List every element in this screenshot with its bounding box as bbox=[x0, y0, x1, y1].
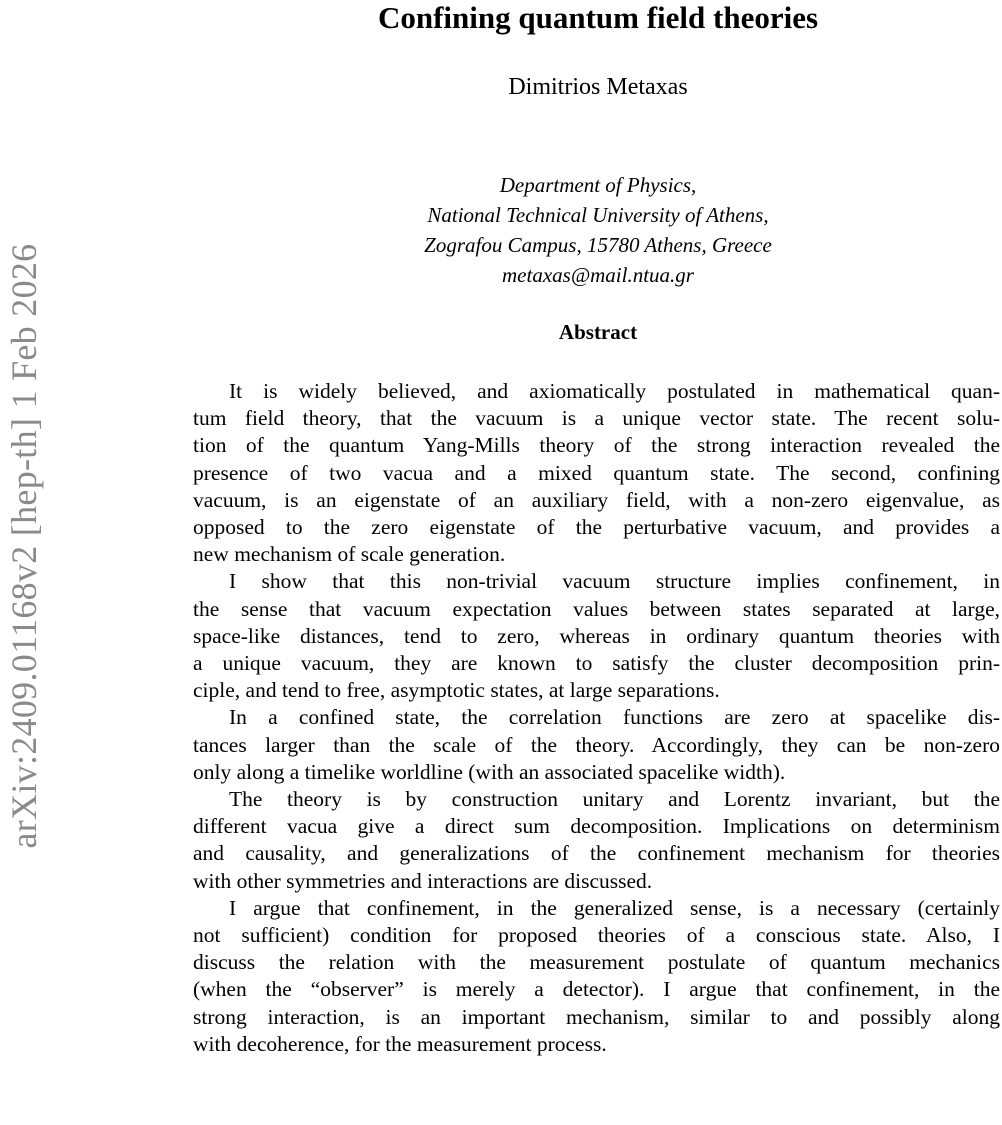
text-line: different vacua give a direct sum decomposition. Implications on determinism bbox=[193, 814, 1000, 839]
arxiv-identifier: arXiv:2409.01168v2 [hep-th] 1 Feb 2026 bbox=[4, 243, 44, 849]
text-line: opposed to the zero eigenstate of the perturbative vacuum, and provides a bbox=[193, 515, 1000, 540]
affiliation bbox=[193, 170, 1002, 290]
author-name: Dimitrios Metaxas bbox=[508, 74, 688, 100]
text-line: space-like distances, tend to zero, whereas in ordinary quantum theories with bbox=[193, 623, 1000, 648]
text-line: In a confined state, the correlation functions are zero at spacelike dis- bbox=[229, 705, 1000, 730]
text-line: a unique vacuum, they are known to satisfy the cluster decomposition prin- bbox=[193, 651, 1000, 676]
text-line: with other symmetries and interactions are discussed. bbox=[193, 868, 653, 893]
text-line: the sense that vacuum expectation values between states separated at large, bbox=[193, 596, 1000, 621]
text-line: tances larger than the scale of the theory. Accordingly, they can be non-zero bbox=[193, 732, 1000, 757]
abstract-paragraph bbox=[193, 378, 1000, 568]
text-line: discuss the relation with the measurement postulate of quantum mechanics bbox=[193, 950, 1000, 975]
text-line: I show that this non-trivial vacuum structure implies confinement, in bbox=[229, 569, 1000, 594]
text-line: new mechanism of scale generation. bbox=[193, 542, 506, 567]
text-line: It is widely believed, and axiomatically postulated in mathematical quan- bbox=[229, 379, 1000, 403]
abstract-paragraph bbox=[193, 704, 1000, 786]
abstract-paragraph bbox=[193, 786, 1000, 895]
text-line: presence of two vacua and a mixed quantum state. The second, confining bbox=[193, 460, 1000, 485]
text-line: only along a timelike worldline (with an associated spacelike width). bbox=[193, 759, 786, 784]
abstract-paragraph bbox=[193, 568, 1000, 704]
abstract-heading: Abstract bbox=[558, 320, 638, 344]
text-line: The theory is by construction unitary and Lorentz invariant, but the bbox=[229, 787, 1000, 812]
text-line: with decoherence, for the measurement process. bbox=[193, 1031, 607, 1056]
text-line: I argue that confinement, in the generalized sense, is a necessary (certainly bbox=[229, 895, 1000, 920]
abstract-paragraph bbox=[193, 895, 1000, 1058]
text-line: (when the “observer” is merely a detector). I argue that confinement, in the bbox=[193, 977, 1000, 1002]
affiliation-line: Department of Physics, bbox=[499, 173, 697, 197]
abstract-body bbox=[193, 378, 1000, 1058]
text-line: tion of the quantum Yang-Mills theory of the strong interaction revealed the bbox=[193, 433, 1000, 458]
paper-title: Confining quantum field theories bbox=[377, 0, 819, 35]
arxiv-side-label bbox=[2, 190, 46, 902]
text-line: ciple, and tend to free, asymptotic states, at large separations. bbox=[193, 678, 720, 703]
text-line: strong interaction, is an important mechanism, similar to and possibly along bbox=[193, 1004, 1000, 1029]
text-line: not sufficient) condition for proposed theories of a conscious state. Also, I bbox=[193, 923, 1000, 948]
affiliation-line: Zografou Campus, 15780 Athens, Greece bbox=[424, 233, 772, 257]
text-line: vacuum, is an eigenstate of an auxiliary field, with a non-zero eigenvalue, as bbox=[193, 487, 1000, 512]
affiliation-line: National Technical University of Athens, bbox=[427, 203, 769, 227]
text-line: tum field theory, that the vacuum is a unique vector state. The recent solu- bbox=[193, 406, 1000, 431]
author-email: metaxas@mail.ntua.gr bbox=[502, 263, 694, 287]
text-line: and causality, and generalizations of the confinement mechanism for theories bbox=[193, 841, 1000, 866]
